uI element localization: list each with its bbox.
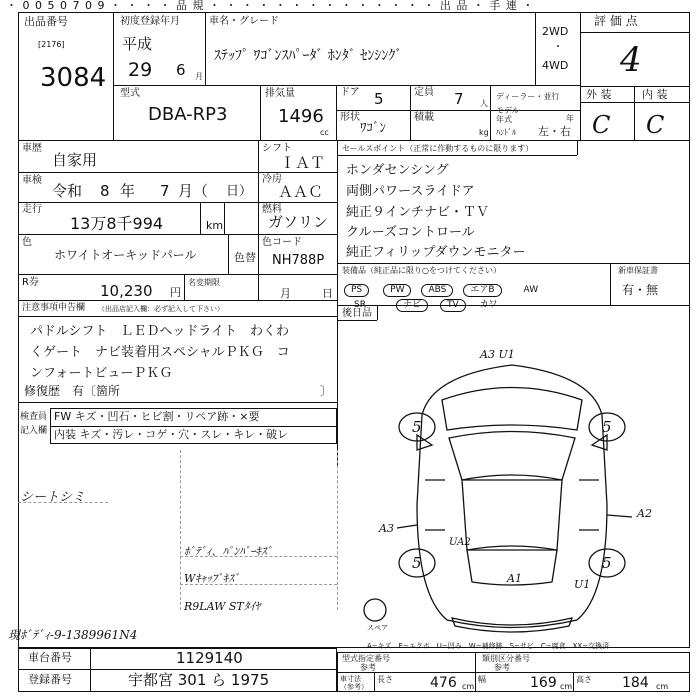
- after-fit-label: 後日品: [342, 308, 372, 319]
- first-reg-year: 29: [128, 59, 153, 81]
- inspection-month: 7: [160, 182, 170, 200]
- mileage-value: 13万8千994: [70, 214, 164, 233]
- length-label: 長さ: [377, 675, 393, 684]
- diagram-a3u1: A3 U1: [480, 348, 515, 361]
- displacement-value: 1496: [278, 106, 324, 127]
- diagram-a1: A1: [507, 572, 522, 585]
- note-line-1: パドルシフト ＬＥＤヘッドライト わくわ: [30, 324, 290, 339]
- inspection-year: 8: [100, 182, 110, 200]
- usage-value: 自家用: [52, 151, 98, 169]
- handwritten-note-2: Wｷｬｯﾌﾟｷｽﾞ: [184, 572, 240, 585]
- score-label: 評 価 点: [594, 14, 638, 28]
- usage-label: 車歴: [22, 143, 42, 154]
- fuel-label: 燃料: [262, 204, 282, 215]
- inspector-label-2: 記入欄: [20, 426, 48, 436]
- drive-4wd: 4WD: [542, 59, 569, 72]
- diagram-tire-fr: 5: [602, 418, 612, 436]
- sales-point-2: 両側パワースライドア: [346, 184, 475, 199]
- first-reg-month-unit: 月: [195, 72, 203, 81]
- capacity-label: 定員: [414, 87, 434, 98]
- notes-sub: （出品店記入欄：必ず記入して下さい）: [98, 305, 224, 313]
- color-code-value: NH788P: [272, 253, 325, 268]
- mileage-label: 走行: [22, 204, 42, 215]
- color-value: ホワイトオーキッドパール: [54, 248, 197, 262]
- repair-close: 〕: [320, 384, 333, 398]
- first-reg-label: 初度登録年月: [120, 16, 180, 27]
- drive-dot: ・: [553, 42, 563, 53]
- equip-tv: TV: [440, 299, 466, 312]
- dims-label: 車寸法（参考）: [340, 675, 368, 691]
- displacement-unit: cc: [320, 128, 329, 137]
- width-label: 幅: [478, 675, 486, 684]
- diagram-ua2: UA2: [449, 537, 471, 548]
- diagram-tire-rl: 5: [412, 554, 422, 572]
- inspector-label-1: 検査員: [20, 412, 48, 422]
- reg-no: 宇都宮 301 ら 1975: [128, 671, 270, 689]
- body-no: 1129140: [176, 649, 243, 667]
- notes-label: 注意事項申告欄: [22, 303, 86, 313]
- designation-sub: 参考: [360, 663, 376, 672]
- inspection-era: 令和: [52, 182, 83, 200]
- recycle-label: R券: [22, 277, 39, 288]
- warranty-value: 有・無: [622, 283, 659, 297]
- width-value: 169: [530, 675, 557, 691]
- equip-sr: SR: [354, 300, 366, 310]
- reg-deadline-month: 月: [280, 287, 291, 300]
- model-label: 型式: [120, 88, 140, 99]
- inspection-day-unit: 日）: [226, 184, 253, 199]
- equipment-label: 装備品（純正品に限り○をつけてください）: [342, 266, 501, 275]
- inspector-row-2: 内装 キズ・汚レ・コゲ・穴・スレ・キレ・破レ: [54, 428, 289, 441]
- width-unit: cm: [560, 682, 573, 691]
- capacity-unit: 人: [480, 99, 488, 108]
- diagram-legend: A−キズ E−エクボ U−凹み W−補修跡 S−サビ C−腐食 XX−交換済: [367, 642, 610, 650]
- drive-2wd: 2WD: [542, 25, 569, 38]
- score-int: C: [646, 111, 665, 139]
- diagram-a2: A2: [637, 507, 652, 520]
- color-label: 色: [22, 237, 32, 248]
- class-label: 類別区分番号: [482, 654, 530, 663]
- header-strip: ・ 0 0 5 0 7 0 9 ・ ・ ・ ・ 品 規 ・ ・ ・ ・ ・ ・ ・ ・ ・ ・ ・ ・ ・ ・ 出 品 ・ 手 連 ・: [6, 0, 535, 10]
- repair-value: 有〔箇所: [72, 384, 121, 398]
- length-value: 476: [430, 675, 457, 691]
- diagram-spare-label: スペア: [367, 624, 388, 632]
- score-ext-label: 外 装: [586, 88, 612, 101]
- recycle-value: 10,230: [100, 282, 153, 300]
- load-label: 積載: [414, 112, 434, 123]
- lot-number: 3084: [40, 63, 107, 93]
- first-reg-era: 平成: [122, 35, 153, 53]
- height-unit: cm: [656, 682, 669, 691]
- shape-label: 形状: [340, 112, 360, 123]
- doors-label: ドア: [340, 87, 360, 98]
- color-change-label: 色替: [234, 251, 256, 264]
- height-value: 184: [622, 675, 649, 691]
- score-ext: C: [592, 111, 611, 139]
- handwritten-note-3: R9LAW STﾀｲﾔ: [184, 600, 261, 613]
- class-sub: 参考: [494, 663, 510, 672]
- reg-deadline-day: 日: [322, 287, 333, 300]
- car-name: ｽﾃｯﾌﾟ ﾜｺﾞﾝｽﾊﾟｰﾀﾞ ﾎﾝﾀﾞ ｾﾝｼﾝｸﾞ: [214, 48, 403, 64]
- fuel-value: ガソリン: [268, 213, 329, 231]
- reg-no-label: 登録番号: [28, 673, 72, 686]
- equip-leather: カワ: [479, 300, 498, 310]
- lot-label: 出品番号: [24, 15, 68, 28]
- handle-value: 左・右: [538, 125, 571, 138]
- sales-point-3: 純正９インチナビ・ＴＶ: [346, 205, 490, 220]
- sales-point-5: 純正フィリップダウンモニター: [346, 245, 526, 260]
- equip-abs: ABS: [421, 284, 453, 297]
- equip-navi: ナビ: [396, 299, 428, 312]
- doors-value: 5: [374, 90, 384, 108]
- body-no-label: 車台番号: [28, 651, 72, 664]
- diagram-a3: A3: [379, 522, 394, 535]
- designation-label: 型式指定番号: [342, 654, 390, 663]
- equip-ps: PS: [344, 284, 369, 297]
- equip-airbag: エアB: [463, 284, 501, 297]
- diagram-tire-fl: 5: [412, 418, 422, 436]
- equip-aw: AW: [523, 285, 539, 295]
- inspection-label: 車検: [22, 175, 42, 186]
- aircon-label: 冷房: [262, 174, 282, 185]
- car-condition-diagram: [337, 320, 690, 650]
- score-value: 4: [620, 40, 642, 80]
- shift-value: ＩＡＴ: [280, 154, 326, 172]
- dealer-label: ディーラー・並行: [496, 92, 560, 101]
- score-int-label: 内 装: [642, 88, 668, 101]
- car-name-label: 車名・グレード: [209, 16, 279, 27]
- load-unit: kg: [479, 128, 489, 137]
- displacement-label: 排気量: [265, 88, 295, 99]
- recycle-unit: 円: [170, 286, 181, 299]
- mileage-unit: km: [206, 219, 224, 232]
- model-value: DBA-RP3: [148, 104, 228, 125]
- aircon-value: ＡＡＣ: [278, 183, 324, 201]
- first-reg-month: 6: [176, 61, 186, 79]
- handwritten-seat: シートシミ: [20, 490, 86, 505]
- color-code-label: 色コード: [262, 237, 302, 248]
- handwritten-note-1: ﾎﾞﾃﾞｨ、ﾊﾟﾝﾊﾟｰｷｽﾞ: [184, 545, 272, 558]
- inspection-year-unit: 年: [120, 182, 136, 200]
- handwritten-chassis: 現ﾎﾞﾃﾞｨ-9-1389961N4: [8, 628, 138, 642]
- note-line-2: くゲート ナビ装着用スペシャルＰＫＧ コ: [30, 345, 290, 360]
- sales-points-label: セールスポイント（正常に作動するものに限ります）: [342, 144, 534, 153]
- repair-label: 修復歴: [24, 384, 61, 398]
- length-unit: cm: [462, 682, 475, 691]
- sales-point-4: クルーズコントロール: [346, 225, 475, 240]
- shape-value: ﾜｺﾞﾝ: [360, 121, 386, 136]
- warranty-label: 新車保証書: [618, 266, 658, 275]
- equip-pw: PW: [383, 284, 411, 297]
- inspection-month-unit: 月（: [178, 182, 209, 200]
- equipment-row2: [354, 292, 498, 312]
- note-line-3: ンフォートビューＰＫＧ: [30, 366, 173, 381]
- diagram-tire-rr: 5: [602, 554, 612, 572]
- sales-point-1: ホンダセンシング: [346, 163, 449, 178]
- diagram-u1: U1: [574, 578, 591, 591]
- model-year-label: モデル 年式: [496, 106, 520, 124]
- shift-label: シフト: [262, 143, 292, 154]
- lot-sub: [2176]: [38, 40, 65, 49]
- inspector-row-1: FW キズ・凹石・ヒビ割・リペア跡・×要: [54, 410, 260, 423]
- model-year-unit: 年: [566, 114, 574, 123]
- height-label: 高さ: [576, 675, 592, 684]
- handle-label: ﾊﾝﾄﾞﾙ: [496, 128, 516, 137]
- capacity-value: 7: [454, 90, 464, 108]
- reg-deadline-label: 名変期限: [188, 278, 220, 287]
